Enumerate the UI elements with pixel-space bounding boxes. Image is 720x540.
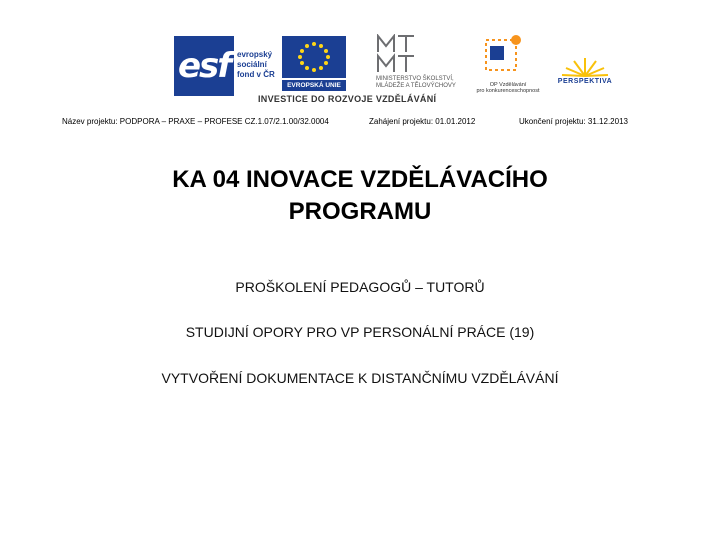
op-caption-line: pro konkurenceschopnost (476, 88, 540, 94)
project-end: Ukončení projektu: 31.12.2013 (519, 117, 628, 126)
list-item: VYTVOŘENÍ DOKUMENTACE K DISTANČNÍMU VZDĚLÁVÁNÍ (161, 370, 559, 386)
sun-icon (552, 54, 618, 78)
esf-text-line: fond v ČR (237, 70, 275, 79)
eu-logo (282, 36, 346, 96)
op-caption-line: OP Vzdělávání (489, 82, 527, 88)
project-info-row (0, 117, 720, 129)
op-mark-icon (472, 32, 544, 80)
perspektiva-word: PERSPEKTIVA (557, 78, 613, 85)
eu-caption: EVROPSKÁ UNIE (282, 80, 346, 91)
msmt-logo (376, 34, 462, 100)
investice-slogan: INVESTICE DO ROZVOJE VZDĚLÁVÁNÍ (258, 94, 437, 104)
esf-mark: esf (174, 36, 234, 96)
project-name: Název projektu: PODPORA – PRAXE – PROFESE CZ.1.07/2.1.00/32.0004 (62, 117, 329, 126)
list-item: PROŠKOLENÍ PEDAGOGŮ – TUTORŮ (235, 279, 485, 295)
msmt-name-line: MINISTERSTVO ŠKOLSTVÍ, (376, 76, 454, 82)
op-logo (472, 32, 544, 98)
list-item: STUDIJNÍ OPORY PRO VP PERSONÁLNÍ PRÁCE (19) (185, 324, 535, 340)
esf-logo (174, 36, 278, 96)
msmt-mark-icon (376, 34, 416, 74)
title-line: KA 04 INOVACE VZDĚLÁVACÍHO (172, 166, 548, 193)
msmt-name-line: MLÁDEŽE A TĚLOVÝCHOVY (376, 83, 456, 89)
page-title (60, 164, 660, 228)
title-line: PROGRAMU (288, 198, 432, 225)
op-caption (472, 82, 544, 94)
esf-text-line: sociální (237, 60, 267, 69)
perspektiva-logo (552, 54, 618, 94)
project-start: Zahájení projektu: 01.01.2012 (369, 117, 476, 126)
eu-flag-icon (282, 36, 346, 78)
logo-strip (170, 30, 620, 110)
msmt-name (376, 76, 466, 90)
esf-text-line: evropský (237, 50, 273, 59)
